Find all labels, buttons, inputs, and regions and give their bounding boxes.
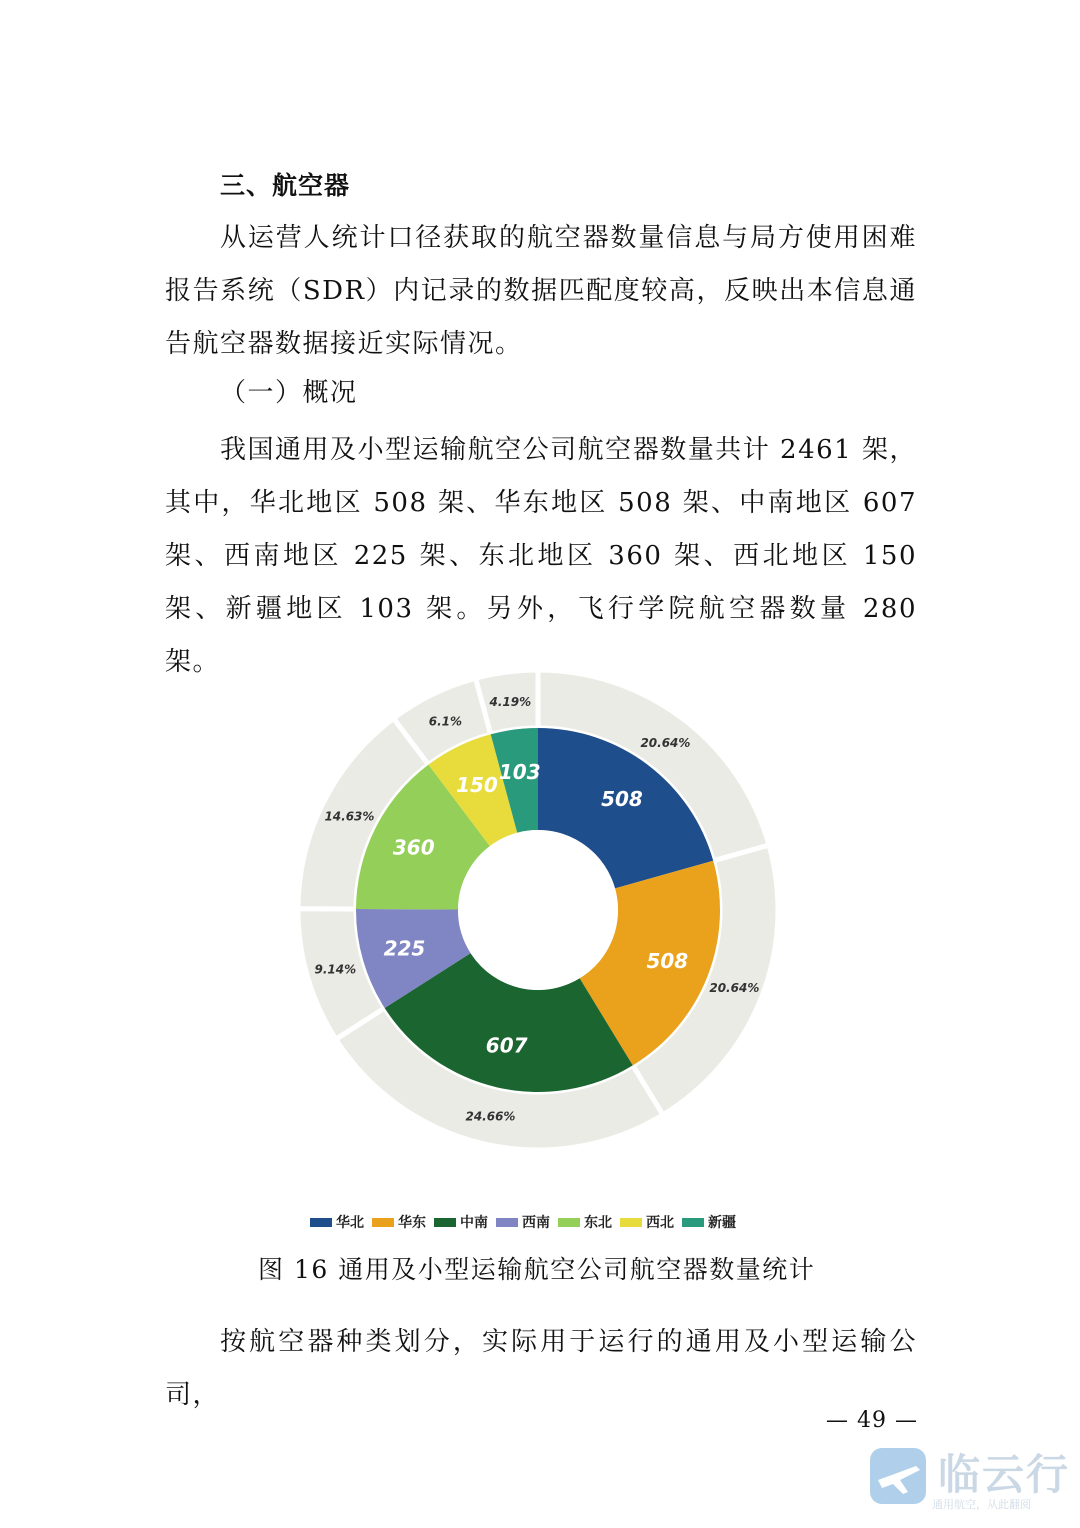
legend-swatch [310,1218,332,1227]
legend-swatch [372,1218,394,1227]
legend-swatch [620,1218,642,1227]
value-label-华东: 508 [646,948,689,973]
legend-item-华北 [310,1212,364,1232]
airplane-logo-icon [866,1444,930,1514]
legend-label: 新疆 [708,1215,736,1231]
legend-label: 华东 [398,1215,426,1231]
chart-legend [310,1212,736,1232]
value-label-西南: 225 [383,936,426,961]
donut-chart [250,660,830,1190]
percent-label-华东: 20.64% [709,981,760,996]
percent-label-新疆: 4.19% [489,694,532,709]
donut-hole [458,830,618,990]
legend-item-西南 [496,1212,550,1232]
legend-swatch [434,1218,456,1227]
percent-label-东北: 14.63% [324,809,375,824]
percent-label-华北: 20.64% [640,735,691,750]
value-label-东北: 360 [392,835,435,860]
value-label-华北: 508 [601,787,643,812]
legend-item-新疆 [682,1212,736,1232]
legend-swatch [558,1218,580,1227]
legend-item-西北 [620,1212,674,1232]
percent-label-西南: 9.14% [314,962,357,977]
legend-label: 华北 [336,1215,364,1231]
legend-item-中南 [434,1212,488,1232]
section-title: 三、航空器 [220,171,351,200]
continuation-paragraph: 按航空器种类划分，实际用于运行的通用及小型运输公司， [165,1327,917,1410]
watermark-tagline: 通用航空，从此翻阅 [932,1498,1031,1511]
percent-label-西北: 6.1% [428,714,463,729]
percent-label-中南: 24.66% [465,1109,516,1124]
value-label-西北: 150 [456,773,498,798]
legend-item-东北 [558,1212,612,1232]
legend-label: 东北 [584,1215,612,1231]
figure-caption: 图 16 通用及小型运输航空公司航空器数量统计 [258,1255,816,1284]
legend-swatch [496,1218,518,1227]
legend-label: 西北 [646,1215,674,1231]
legend-label: 西南 [522,1215,550,1231]
legend-item-华东 [372,1212,426,1232]
value-label-中南: 607 [485,1033,528,1058]
subsection-title: （一）概况 [220,378,358,408]
value-label-新疆: 103 [498,760,541,785]
watermark [866,1440,1076,1524]
intro-paragraph: 从运营人统计口径获取的航空器数量信息与局方使用困难报告系统（SDR）内记录的数据匹配度较高，反映出本信息通告航空器数据接近实际情况。 [165,223,917,359]
legend-label: 中南 [460,1215,488,1231]
watermark-logo-text: 临云行 [938,1450,1071,1499]
legend-swatch [682,1218,704,1227]
page-number: — 49 — [826,1408,918,1433]
overview-paragraph: 我国通用及小型运输航空公司航空器数量共计 2461 架，其中，华北地区 508 架、华东地区 508 架、中南地区 607 架、西南地区 225 架、东北地区 360 架、西北地区 150 架、新疆地区 103 架。另外，飞行学院航空器数量 280 架。 [165,435,917,677]
